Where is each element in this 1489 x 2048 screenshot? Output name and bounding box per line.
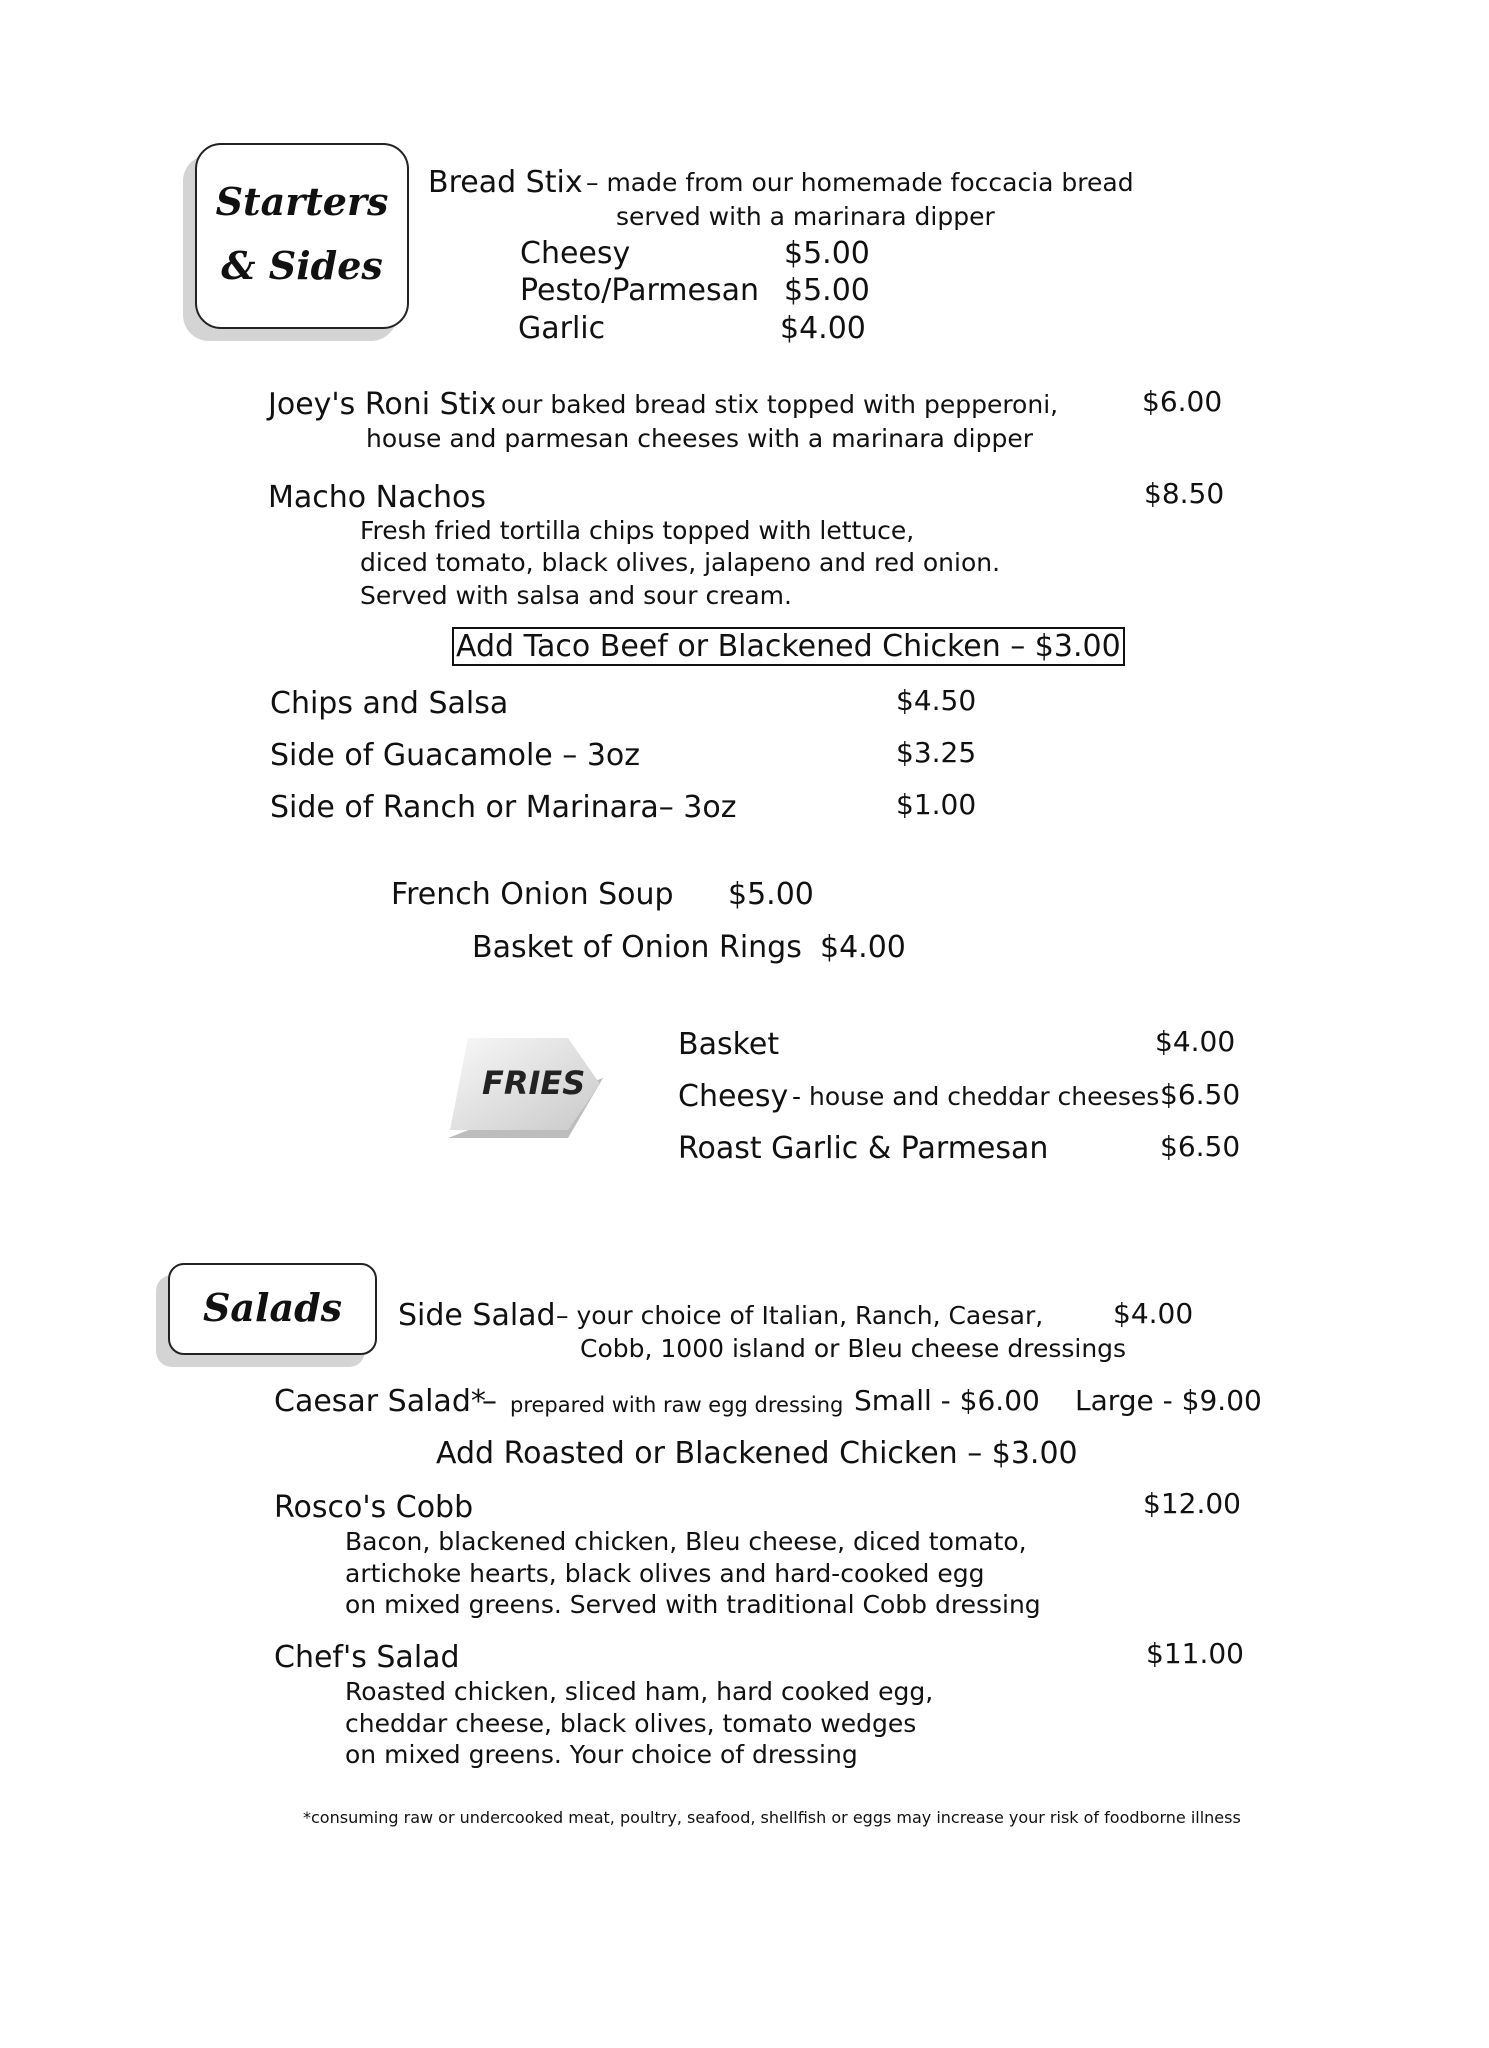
nachos-addon-box: Add Taco Beef or Blackened Chicken – $3.00 [452,627,1125,666]
fries-label: FRIES [482,1064,586,1102]
bread-stix-desc-2: served with a marinara dipper [616,202,995,231]
starters-sides-badge [195,143,409,329]
bread-stix-price-cheesy: $5.00 [784,236,870,271]
roni-stix-desc-2: house and parmesan cheeses with a marinara dipper [366,424,1034,453]
salads-badge [168,1263,377,1355]
side-ranch-marinara-price: $1.00 [896,788,977,821]
starters-badge-line2: & Sides [221,243,383,288]
chef-salad-price: $11.00 [1146,1637,1244,1670]
caesar-addon: Add Roasted or Blackened Chicken – $3.00 [436,1436,1078,1471]
nachos-price: $8.50 [1144,477,1225,510]
caesar-large-price: Large - $9.00 [1075,1384,1262,1417]
cobb-desc-2: artichoke hearts, black olives and hard-cooked egg [345,1559,985,1588]
bread-stix-desc-1: – made from our homemade foccacia bread [586,168,1134,197]
chef-salad-desc-3: on mixed greens. Your choice of dressing [345,1740,858,1769]
cobb-name: Rosco's Cobb [274,1490,474,1525]
bread-stix-option-cheesy: Cheesy [520,236,631,271]
bread-stix-option-garlic: Garlic [518,311,606,346]
nachos-desc-3: Served with salsa and sour cream. [360,581,792,610]
fries-cheesy-name: Cheesy [678,1079,789,1114]
soup-name: French Onion Soup [391,877,674,912]
caesar-name: Caesar Salad* [274,1384,486,1419]
fries-basket-price: $4.00 [1155,1025,1236,1058]
onion-rings-price: $4.00 [820,930,906,965]
caesar-small-price: Small - $6.00 [854,1384,1040,1417]
chef-salad-desc-1: Roasted chicken, sliced ham, hard cooked egg, [345,1677,934,1706]
cobb-desc-1: Bacon, blackened chicken, Bleu cheese, diced tomato, [345,1527,1027,1556]
side-ranch-marinara-name: Side of Ranch or Marinara– 3oz [270,790,737,825]
fries-cheesy-desc: - house and cheddar cheeses [792,1082,1160,1111]
fries-garlic-parmesan-price: $6.50 [1160,1130,1241,1163]
caesar-desc: prepared with raw egg dressing [510,1393,844,1417]
chef-salad-desc-2: cheddar cheese, black olives, tomato wedges [345,1709,917,1738]
side-salad-desc-2: Cobb, 1000 island or Bleu cheese dressings [580,1334,1127,1363]
side-salad-desc-1: – your choice of Italian, Ranch, Caesar, [556,1301,1044,1330]
side-chips-salsa-price: $4.50 [896,684,977,717]
side-salad-name: Side Salad [398,1298,556,1333]
cobb-desc-3: on mixed greens. Served with traditional Cobb dressing [345,1590,1041,1619]
fries-basket-name: Basket [678,1027,780,1062]
side-guacamole-name: Side of Guacamole – 3oz [270,738,641,773]
salads-badge-text: Salads [202,1285,343,1330]
food-safety-footnote: *consuming raw or undercooked meat, poultry, seafood, shellfish or eggs may increase your risk of foodborne illness [303,1808,1241,1827]
bread-stix-price-pesto: $5.00 [784,273,870,308]
bread-stix-price-garlic: $4.00 [780,311,866,346]
starters-badge-line1: Starters [215,179,389,224]
roni-stix-desc-1: - our baked bread stix topped with pepperoni, [484,390,1059,419]
side-chips-salsa-name: Chips and Salsa [270,686,509,721]
chef-salad-name: Chef's Salad [274,1640,460,1675]
cobb-price: $12.00 [1143,1487,1241,1520]
fries-cheesy-price: $6.50 [1160,1078,1241,1111]
onion-rings-name: Basket of Onion Rings [472,930,802,965]
soup-price: $5.00 [728,877,814,912]
bread-stix-name: Bread Stix [428,165,583,200]
caesar-dash: – [482,1384,497,1419]
bread-stix-option-pesto: Pesto/Parmesan [520,273,759,308]
roni-stix-name: Joey's Roni Stix [268,387,497,422]
nachos-desc-1: Fresh fried tortilla chips topped with lettuce, [360,516,915,545]
side-guacamole-price: $3.25 [896,736,977,769]
fries-garlic-parmesan-name: Roast Garlic & Parmesan [678,1131,1049,1166]
roni-stix-price: $6.00 [1142,385,1223,418]
nachos-name: Macho Nachos [268,480,486,515]
nachos-desc-2: diced tomato, black olives, jalapeno and red onion. [360,548,1001,577]
side-salad-price: $4.00 [1113,1297,1194,1330]
